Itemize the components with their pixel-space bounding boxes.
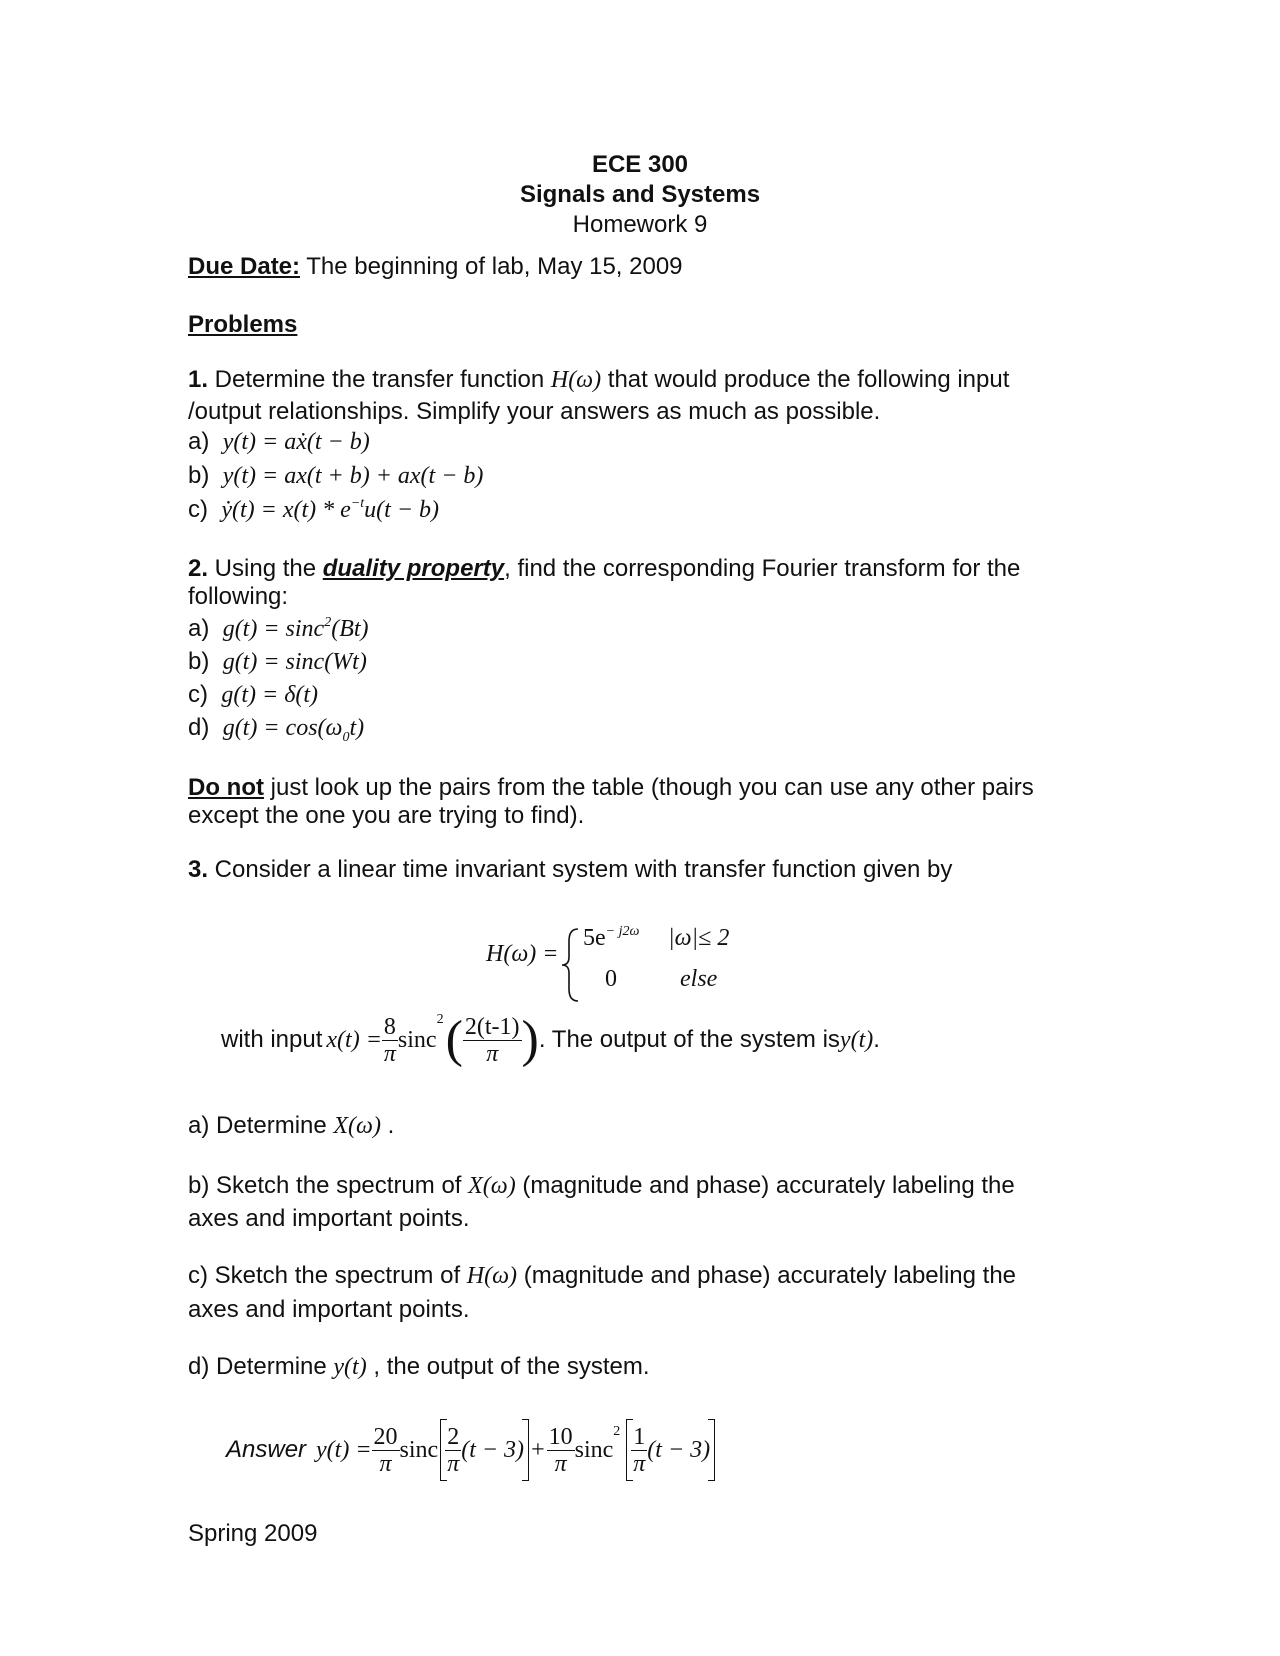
equation: y(t) = aẋ(t − b) — [222, 429, 370, 455]
problem-2-intro-line2 — [188, 583, 288, 611]
transfer-function-lhs: H(ω) = — [486, 941, 559, 967]
footer-text: Spring 2009 — [188, 1520, 318, 1547]
problems-heading — [188, 311, 297, 339]
problem-1-text-line2: /output relationships. Simplify your answers as much as possible. — [188, 398, 881, 425]
part-label: a) — [188, 428, 210, 455]
term-2-argument-fraction — [631, 1424, 647, 1477]
assignment-title: Homework 9 — [572, 211, 708, 238]
problem-2-number: 2. — [188, 555, 209, 582]
problem-3-text: Consider a linear time invariant system with transfer function given by — [208, 856, 953, 883]
part-label: b) — [188, 648, 210, 675]
due-date-label: Due Date: — [188, 253, 301, 280]
equation-part: t) — [349, 715, 365, 741]
do-not-text-line2: except the one you are trying to find). — [188, 802, 585, 829]
equation-part: u(t − b) — [364, 497, 440, 523]
output-text-end: . — [873, 1026, 880, 1053]
problem-2b — [188, 648, 367, 676]
problem-1a — [188, 428, 370, 456]
part-text: b) Sketch the spectrum of — [188, 1172, 469, 1199]
sinc-function: sinc — [574, 1436, 614, 1463]
problem-2d — [188, 714, 365, 745]
part-label: a) — [188, 615, 210, 642]
plus-sign: + — [531, 1436, 545, 1463]
do-not-note — [188, 774, 1034, 802]
exponent: 2 — [324, 615, 332, 630]
part-label: d) — [188, 714, 210, 741]
equation-part: g(t) = sinc — [222, 616, 325, 642]
fraction-denominator: π — [379, 1450, 392, 1477]
term-1-argument-fraction — [445, 1424, 461, 1477]
problem-3b — [188, 1172, 1015, 1200]
part-label: b) — [188, 462, 210, 489]
input-signal-line: with input x(t) = $\frac{8}{\pi}$ sinc 2 ( $\frac{2(t-1)}{\pi}$ ) . The output of the system is y(t) . — [221, 1011, 880, 1068]
answer-lhs: y(t) = — [316, 1436, 372, 1463]
case-1-base: 5e — [583, 925, 606, 951]
problem-2-intro — [188, 555, 1020, 583]
problem-2c — [188, 681, 318, 709]
input-coefficient — [382, 1014, 398, 1067]
answer-line: Answer y(t) = $\frac{20}{\pi}$ sinc $\frac{2}{\pi}$ (t − 3) + $\frac{10}{\pi}$ sinc 2 $\frac{1}{\pi}$ (t − 3) — [226, 1418, 715, 1482]
problem-1-intro-line2 — [188, 398, 880, 426]
problem-2-text-line2: following: — [188, 583, 289, 610]
part-label: c) — [188, 496, 208, 523]
term-2-shift: (t − 3) — [647, 1436, 711, 1463]
course-title: Signals and Systems — [519, 181, 761, 208]
problem-1-text-cont: that would produce the following input — [601, 366, 1010, 393]
piecewise-brace — [560, 925, 582, 1005]
subscript: 0 — [342, 730, 350, 745]
problem-3-intro — [188, 856, 952, 884]
part-text-cont: , the output of the system. — [366, 1353, 650, 1380]
equation: y(t) = ax(t + b) + ax(t − b) — [222, 463, 484, 489]
part-text-cont: (magnitude and phase) accurately labeling the — [515, 1172, 1015, 1199]
problem-1-text: Determine the transfer function — [208, 366, 551, 393]
output-symbol: y(t) — [839, 1026, 874, 1053]
equation — [221, 497, 439, 523]
problem-3b-line2 — [188, 1205, 470, 1233]
do-not-note-line2 — [188, 802, 584, 830]
left-paren: ( — [445, 1011, 463, 1068]
sinc-function: sinc — [399, 1436, 439, 1463]
do-not-emphasis: Do not — [188, 774, 264, 801]
exponent: −t — [350, 496, 365, 511]
output-text: . The output of the system is — [538, 1026, 840, 1053]
equation — [222, 715, 365, 745]
fraction-denominator: π — [383, 1040, 396, 1067]
input-label: with input — [221, 1026, 323, 1053]
case-1-exponent: − j2ω — [605, 924, 640, 939]
fraction-numerator: 2(t-1) — [464, 1013, 520, 1040]
problem-1-intro — [188, 366, 1009, 394]
part-text-line2: axes and important points. — [188, 1296, 470, 1323]
equation: g(t) = δ(t) — [221, 682, 318, 708]
part-text-line2: axes and important points. — [188, 1205, 470, 1232]
term-2-bracket — [626, 1419, 715, 1481]
term-2-coefficient — [547, 1424, 575, 1477]
term-1-bracket — [440, 1419, 529, 1481]
part-text-end: . — [380, 1112, 395, 1139]
term-1-coefficient — [372, 1424, 400, 1477]
problem-2-text-cont: , find the corresponding Fourier transform for the — [504, 555, 1021, 582]
sinc-function: sinc — [397, 1026, 437, 1053]
case-1-value — [583, 925, 639, 952]
spectrum-symbol: X(ω) — [333, 1113, 381, 1139]
part-label: c) — [188, 681, 208, 708]
fraction-denominator: π — [633, 1450, 646, 1477]
transfer-function-symbol: H(ω) — [550, 367, 602, 393]
footer — [188, 1520, 317, 1548]
fraction-numerator: 8 — [383, 1013, 396, 1040]
part-text: d) Determine — [188, 1353, 334, 1380]
case-2-value: 0 — [605, 966, 617, 992]
fraction-denominator: π — [447, 1450, 460, 1477]
problem-1c — [188, 496, 439, 524]
fraction-denominator: π — [554, 1450, 567, 1477]
problems-heading-text: Problems — [188, 311, 298, 338]
part-text-cont: (magnitude and phase) accurately labeling the — [517, 1262, 1017, 1289]
document-header — [0, 150, 1280, 240]
right-paren: ) — [521, 1011, 539, 1068]
part-text: c) Sketch the spectrum of — [188, 1262, 467, 1289]
output-symbol: y(t) — [333, 1354, 367, 1380]
equation — [223, 616, 369, 642]
problem-1b — [188, 462, 483, 490]
spectrum-symbol: X(ω) — [468, 1173, 516, 1199]
duality-property-emphasis: duality property — [322, 555, 505, 582]
sinc-argument — [463, 1014, 522, 1067]
problem-2a — [188, 615, 369, 643]
case-1-condition: |ω|≤ 2 — [668, 925, 730, 951]
fraction-denominator: π — [486, 1040, 499, 1067]
do-not-text: just look up the pairs from the table (though you can use any other pairs — [263, 774, 1034, 801]
problem-3c-line2 — [188, 1296, 470, 1324]
problem-1-number: 1. — [188, 366, 209, 393]
fraction-numerator: 20 — [373, 1423, 398, 1450]
course-code: ECE 300 — [591, 151, 689, 178]
fraction-numerator: 10 — [548, 1423, 573, 1450]
input-lhs: x(t) = — [326, 1026, 382, 1053]
equation-part: ẏ(t) = x(t) * e — [221, 497, 351, 523]
answer-label: Answer — [226, 1436, 307, 1463]
problem-3-number: 3. — [188, 856, 209, 883]
part-text: a) Determine — [188, 1112, 334, 1139]
problem-3d — [188, 1353, 650, 1381]
fraction-numerator: 2 — [447, 1423, 460, 1450]
fraction-numerator: 1 — [633, 1423, 646, 1450]
problem-3c — [188, 1262, 1016, 1290]
due-date-text: The beginning of lab, May 15, 2009 — [300, 253, 683, 280]
equation: g(t) = sinc(Wt) — [222, 649, 367, 675]
equation-part: (Bt) — [331, 616, 369, 642]
problem-2-text: Using the — [208, 555, 323, 582]
case-2-condition: else — [680, 966, 718, 992]
equation-part: g(t) = cos(ω — [222, 715, 343, 741]
due-date-line — [188, 253, 683, 281]
problem-3a — [188, 1112, 394, 1140]
term-1-shift: (t − 3) — [461, 1436, 525, 1463]
spectrum-symbol: H(ω) — [466, 1263, 518, 1289]
